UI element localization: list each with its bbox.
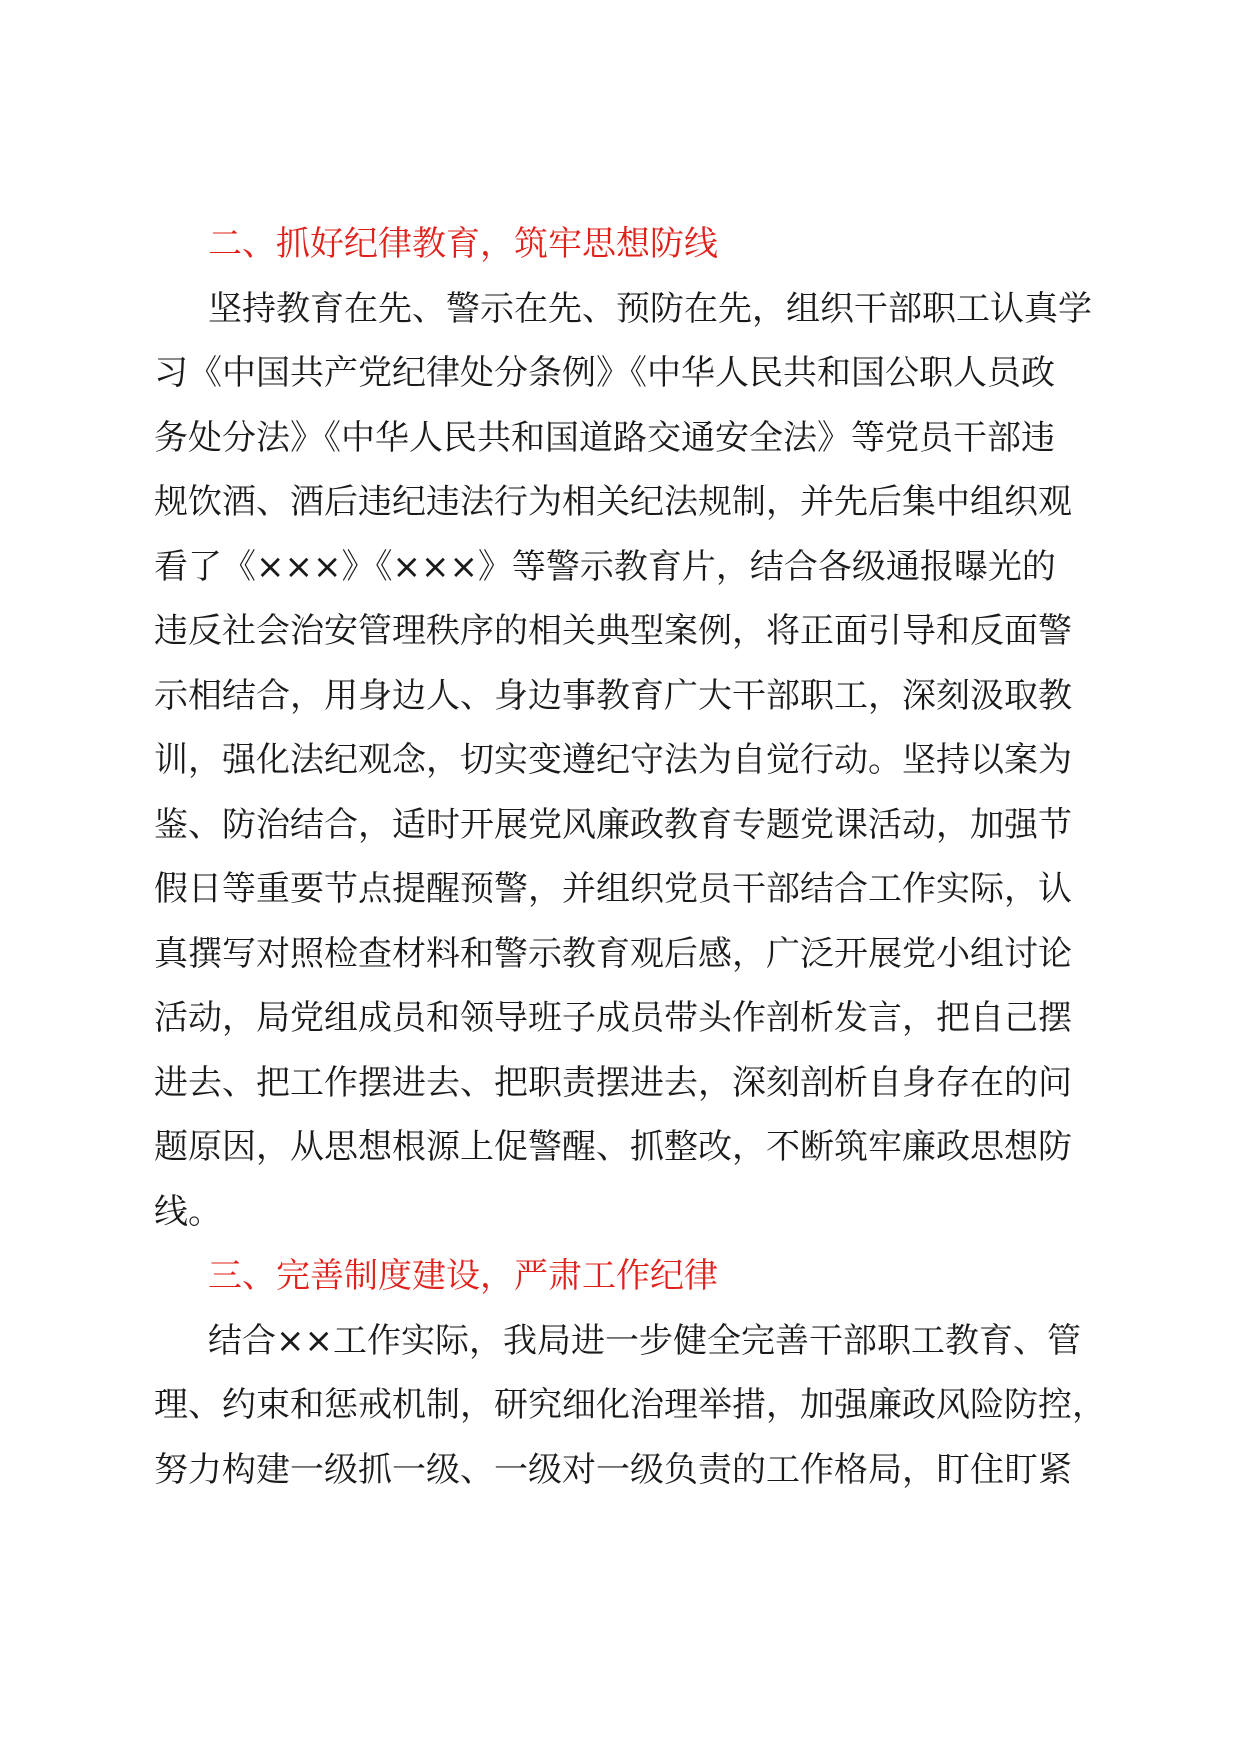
paragraph-line: 线。: [154, 1191, 222, 1232]
paragraph-line: 结合××工作实际，我局进一步健全完善干部职工教育、管: [208, 1320, 1081, 1361]
paragraph-line: 坚持教育在先、警示在先、预防在先，组织干部职工认真学: [208, 288, 1092, 329]
paragraph-line: 规饮酒、酒后违纪违法行为相关纪法规制，并先后集中组织观: [154, 482, 1072, 522]
paragraph-line: 题原因，从思想根源上促警醒、抓整改，不断筑牢廉政思想防: [154, 1127, 1072, 1167]
section-heading-2: 二、抓好纪律教育，筑牢思想防线: [208, 224, 718, 264]
paragraph-line: 违反社会治安管理秩序的相关典型案例，将正面引导和反面警: [154, 611, 1072, 651]
paragraph-line: 务处分法》《中华人民共和国道路交通安全法》等党员干部违: [154, 417, 1055, 458]
paragraph-line: 训，强化法纪观念，切实变遵纪守法为自觉行动。坚持以案为: [154, 740, 1072, 780]
paragraph-line: 习《中国共产党纪律处分条例》《中华人民共和国公职人员政: [154, 353, 1055, 393]
paragraph-line: 鉴、防治结合，适时开展党风廉政教育专题党课活动，加强节: [154, 804, 1072, 845]
paragraph-line: 看了《×××》《×××》等警示教育片，结合各级通报曝光的: [154, 546, 1056, 587]
paragraph-line: 示相结合，用身边人、身边事教育广大干部职工，深刻汲取教: [154, 675, 1072, 716]
paragraph-line: 真撰写对照检查材料和警示教育观后感，广泛开展党小组讨论: [154, 933, 1072, 974]
paragraph-line: 假日等重要节点提醒预警，并组织党员干部结合工作实际，认: [154, 869, 1072, 909]
section-heading-3: 三、完善制度建设，严肃工作纪律: [208, 1256, 718, 1296]
document-body: [154, 212, 1106, 1502]
paragraph-line: 活动，局党组成员和领导班子成员带头作剖析发言，把自己摆: [154, 998, 1072, 1038]
paragraph-line: 进去、把工作摆进去、把职责摆进去，深刻剖析自身存在的问: [154, 1062, 1072, 1103]
paragraph-line: 努力构建一级抓一级、一级对一级负责的工作格局，盯住盯紧: [154, 1449, 1072, 1490]
paragraph-line: 理、约束和惩戒机制，研究细化治理举措，加强廉政风险防控，: [154, 1385, 1106, 1425]
